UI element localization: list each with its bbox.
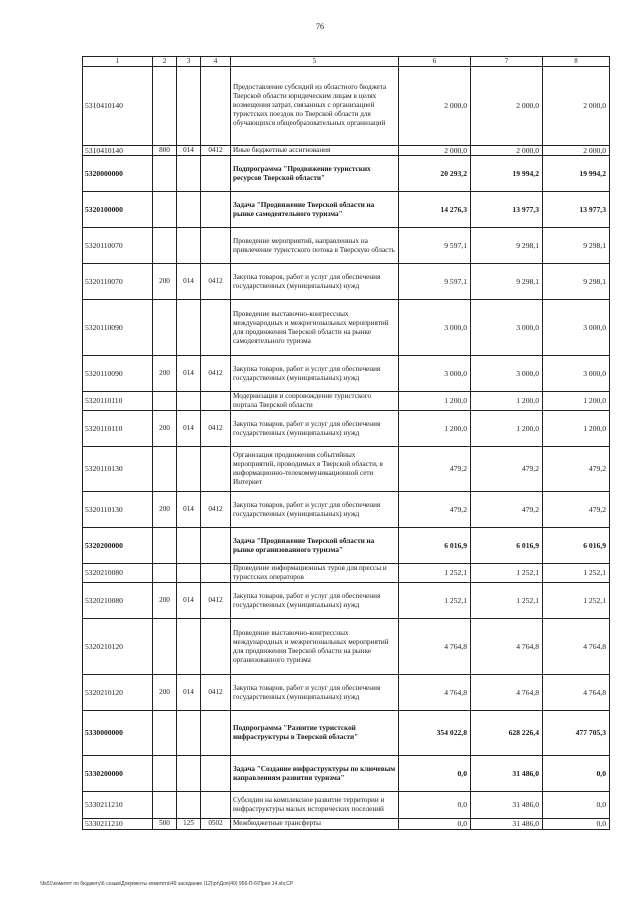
subsection-cell [201,66,231,145]
amount-cell: 9 597,1 [399,264,471,300]
header-cell: 5 [231,57,399,67]
subsection-cell [201,392,231,411]
subsection-cell: 0412 [201,264,231,300]
description-cell: Иные бюджетные ассигнования [231,145,399,155]
table-row [83,300,610,356]
amount-cell: 3 000,0 [543,356,610,392]
type-cell [153,792,177,819]
table-row [83,792,610,819]
code-cell: 5320110130 [83,492,153,528]
table-row [83,675,610,711]
type-cell [153,228,177,264]
section-cell [177,447,201,492]
amount-cell: 1 252,1 [543,564,610,583]
subsection-cell [201,528,231,564]
section-cell: 125 [177,819,201,829]
amount-cell: 1 252,1 [399,564,471,583]
amount-cell: 1 252,1 [399,583,471,619]
type-cell [153,66,177,145]
amount-cell: 0,0 [543,756,610,792]
table-row [83,711,610,756]
code-cell: 5320110110 [83,392,153,411]
type-cell [153,392,177,411]
section-cell: 014 [177,264,201,300]
amount-cell: 31 486,0 [471,819,543,829]
section-cell [177,192,201,228]
subsection-cell [201,792,231,819]
section-cell [177,156,201,192]
code-cell: 5320200000 [83,528,153,564]
table-row [83,756,610,792]
amount-cell: 4 764,8 [471,619,543,675]
amount-cell: 3 000,0 [543,300,610,356]
subsection-cell [201,156,231,192]
amount-cell: 4 764,8 [471,675,543,711]
code-cell: 5330211210 [83,819,153,829]
type-cell: 500 [153,819,177,829]
section-cell [177,711,201,756]
description-cell: Закупка товаров, работ и услуг для обеспечения государственных (муниципальных) нужд [231,492,399,528]
section-cell [177,756,201,792]
subsection-cell [201,564,231,583]
table-row [83,66,610,145]
subsection-cell [201,300,231,356]
budget-table [82,56,610,830]
amount-cell: 479,2 [399,447,471,492]
header-cell: 4 [201,57,231,67]
description-cell: Предоставление субсидий из областного бюджета Тверской области юридическим лицам в целях возмещения затрат, связанных с организацией туристских поездок по Тверской области для обучающихся общеобразовательных организаций [231,66,399,145]
amount-cell: 1 252,1 [471,564,543,583]
amount-cell: 20 293,2 [399,156,471,192]
type-cell: 200 [153,411,177,447]
amount-cell: 1 200,0 [471,392,543,411]
amount-cell: 2 000,0 [399,145,471,155]
type-cell [153,447,177,492]
description-cell: Закупка товаров, работ и услуг для обеспечения государственных (муниципальных) нужд [231,411,399,447]
code-cell: 5310410140 [83,66,153,145]
code-cell: 5320210120 [83,675,153,711]
type-cell [153,711,177,756]
type-cell: 200 [153,675,177,711]
amount-cell: 479,2 [471,447,543,492]
table-row [83,583,610,619]
amount-cell: 9 298,1 [543,264,610,300]
file-path-footer: \\fs01\комитет по бюджету\6 созыв\Документы комитета\49 заседание (12)\pr\Доп(49) 956-П-6\Прил 14.xls;CP [40,881,294,887]
type-cell [153,756,177,792]
description-cell: Проведение выставочно-конгрессных международных и межрегиональных мероприятий для продвижения Тверской области на рынке организованного туризма [231,619,399,675]
section-cell [177,528,201,564]
code-cell: 5330200000 [83,756,153,792]
type-cell [153,192,177,228]
amount-cell: 13 977,3 [471,192,543,228]
amount-cell: 3 000,0 [399,300,471,356]
amount-cell: 1 252,1 [543,583,610,619]
amount-cell: 13 977,3 [543,192,610,228]
header-row [83,57,610,67]
amount-cell: 4 764,8 [543,675,610,711]
table-row [83,447,610,492]
section-cell: 014 [177,411,201,447]
amount-cell: 4 764,8 [399,675,471,711]
description-cell: Подпрограмма "Продвижение туристских ресурсов Тверской области" [231,156,399,192]
description-cell: Задача "Продвижение Тверской области на рынке организованного туризма" [231,528,399,564]
amount-cell: 9 298,1 [471,228,543,264]
type-cell [153,528,177,564]
amount-cell: 19 994,2 [471,156,543,192]
type-cell: 200 [153,356,177,392]
code-cell: 5320210080 [83,583,153,619]
code-cell: 5310410140 [83,145,153,155]
description-cell: Задача "Создание инфраструктуры по ключевым направлениям развития туризма" [231,756,399,792]
amount-cell: 0,0 [399,819,471,829]
amount-cell: 479,2 [399,492,471,528]
amount-cell: 479,2 [543,492,610,528]
table-row [83,528,610,564]
subsection-cell [201,447,231,492]
description-cell: Закупка товаров, работ и услуг для обеспечения государственных (муниципальных) нужд [231,264,399,300]
header-cell: 8 [543,57,610,67]
code-cell: 5320110130 [83,447,153,492]
code-cell: 5320110070 [83,228,153,264]
code-cell: 5320110070 [83,264,153,300]
amount-cell: 2 000,0 [471,66,543,145]
amount-cell: 9 298,1 [543,228,610,264]
header-cell: 7 [471,57,543,67]
subsection-cell [201,228,231,264]
subsection-cell: 0412 [201,492,231,528]
table-row [83,392,610,411]
subsection-cell [201,619,231,675]
amount-cell: 9 597,1 [399,228,471,264]
amount-cell: 3 000,0 [471,300,543,356]
code-cell: 5320000000 [83,156,153,192]
subsection-cell: 0502 [201,819,231,829]
description-cell: Закупка товаров, работ и услуг для обеспечения государственных (муниципальных) нужд [231,675,399,711]
header-cell: 3 [177,57,201,67]
amount-cell: 31 486,0 [471,756,543,792]
amount-cell: 2 000,0 [399,66,471,145]
table-row [83,264,610,300]
description-cell: Субсидии на комплексное развитие территории и инфраструктуры малых исторических поселений [231,792,399,819]
code-cell: 5320210120 [83,619,153,675]
section-cell [177,792,201,819]
type-cell: 200 [153,264,177,300]
header-cell: 6 [399,57,471,67]
code-cell: 5330211210 [83,792,153,819]
subsection-cell [201,756,231,792]
header-cell: 1 [83,57,153,67]
amount-cell: 0,0 [543,792,610,819]
amount-cell: 479,2 [471,492,543,528]
description-cell: Организация продвижения событийных мероприятий, проводимых в Тверской области, в информационно-телекоммуникационной сети Интернет [231,447,399,492]
type-cell [153,300,177,356]
amount-cell: 9 298,1 [471,264,543,300]
type-cell: 200 [153,492,177,528]
section-cell: 014 [177,145,201,155]
code-cell: 5320210080 [83,564,153,583]
amount-cell: 6 016,9 [543,528,610,564]
page-number: 76 [316,22,324,31]
amount-cell: 14 276,3 [399,192,471,228]
table-row [83,492,610,528]
amount-cell: 0,0 [399,756,471,792]
amount-cell: 6 016,9 [399,528,471,564]
amount-cell: 2 000,0 [471,145,543,155]
amount-cell: 19 994,2 [543,156,610,192]
subsection-cell: 0412 [201,675,231,711]
section-cell [177,228,201,264]
description-cell: Подпрограмма "Развитие туристской инфраструктуры в Тверской области" [231,711,399,756]
table-row [83,411,610,447]
amount-cell: 6 016,9 [471,528,543,564]
amount-cell: 3 000,0 [399,356,471,392]
table-row [83,156,610,192]
type-cell [153,619,177,675]
subsection-cell: 0412 [201,411,231,447]
section-cell [177,66,201,145]
section-cell [177,564,201,583]
amount-cell: 2 000,0 [543,145,610,155]
description-cell: Задача "Продвижение Тверской области на рынке самодеятельного туризма" [231,192,399,228]
description-cell: Закупка товаров, работ и услуг для обеспечения государственных (муниципальных) нужд [231,356,399,392]
type-cell: 800 [153,145,177,155]
amount-cell: 1 252,1 [471,583,543,619]
description-cell: Модернизация и сопровождение туристского портала Тверской области [231,392,399,411]
section-cell [177,392,201,411]
type-cell [153,156,177,192]
table-row [83,192,610,228]
table-row [83,228,610,264]
amount-cell: 1 200,0 [543,392,610,411]
amount-cell: 4 764,8 [399,619,471,675]
code-cell: 5320100000 [83,192,153,228]
code-cell: 5320110090 [83,356,153,392]
type-cell [153,564,177,583]
header-cell: 2 [153,57,177,67]
table-row [83,819,610,829]
description-cell: Закупка товаров, работ и услуг для обеспечения государственных (муниципальных) нужд [231,583,399,619]
description-cell: Проведение выставочно-конгрессных международных и межрегиональных мероприятий для продвижения Тверской области на рынке самодеятельного туризма [231,300,399,356]
description-cell: Межбюджетные трансферты [231,819,399,829]
section-cell: 014 [177,675,201,711]
type-cell: 200 [153,583,177,619]
amount-cell: 4 764,8 [543,619,610,675]
amount-cell: 1 200,0 [543,411,610,447]
description-cell: Проведение мероприятий, направленных на привлечение туристского потока в Тверскую область [231,228,399,264]
amount-cell: 31 486,0 [471,792,543,819]
section-cell [177,300,201,356]
table-row [83,564,610,583]
subsection-cell: 0412 [201,583,231,619]
code-cell: 5320110110 [83,411,153,447]
amount-cell: 1 200,0 [471,411,543,447]
subsection-cell: 0412 [201,145,231,155]
table-row [83,619,610,675]
amount-cell: 2 000,0 [543,66,610,145]
amount-cell: 479,2 [543,447,610,492]
amount-cell: 0,0 [399,792,471,819]
section-cell: 014 [177,356,201,392]
subsection-cell [201,192,231,228]
amount-cell: 3 000,0 [471,356,543,392]
amount-cell: 477 705,3 [543,711,610,756]
amount-cell: 0,0 [543,819,610,829]
amount-cell: 1 200,0 [399,392,471,411]
description-cell: Проведение информационных туров для прессы и туристских операторов [231,564,399,583]
code-cell: 5320110090 [83,300,153,356]
subsection-cell: 0412 [201,356,231,392]
code-cell: 5330000000 [83,711,153,756]
amount-cell: 628 226,4 [471,711,543,756]
section-cell [177,619,201,675]
table-row [83,356,610,392]
table-row [83,145,610,155]
section-cell: 014 [177,492,201,528]
amount-cell: 354 022,8 [399,711,471,756]
amount-cell: 1 200,0 [399,411,471,447]
section-cell: 014 [177,583,201,619]
subsection-cell [201,711,231,756]
